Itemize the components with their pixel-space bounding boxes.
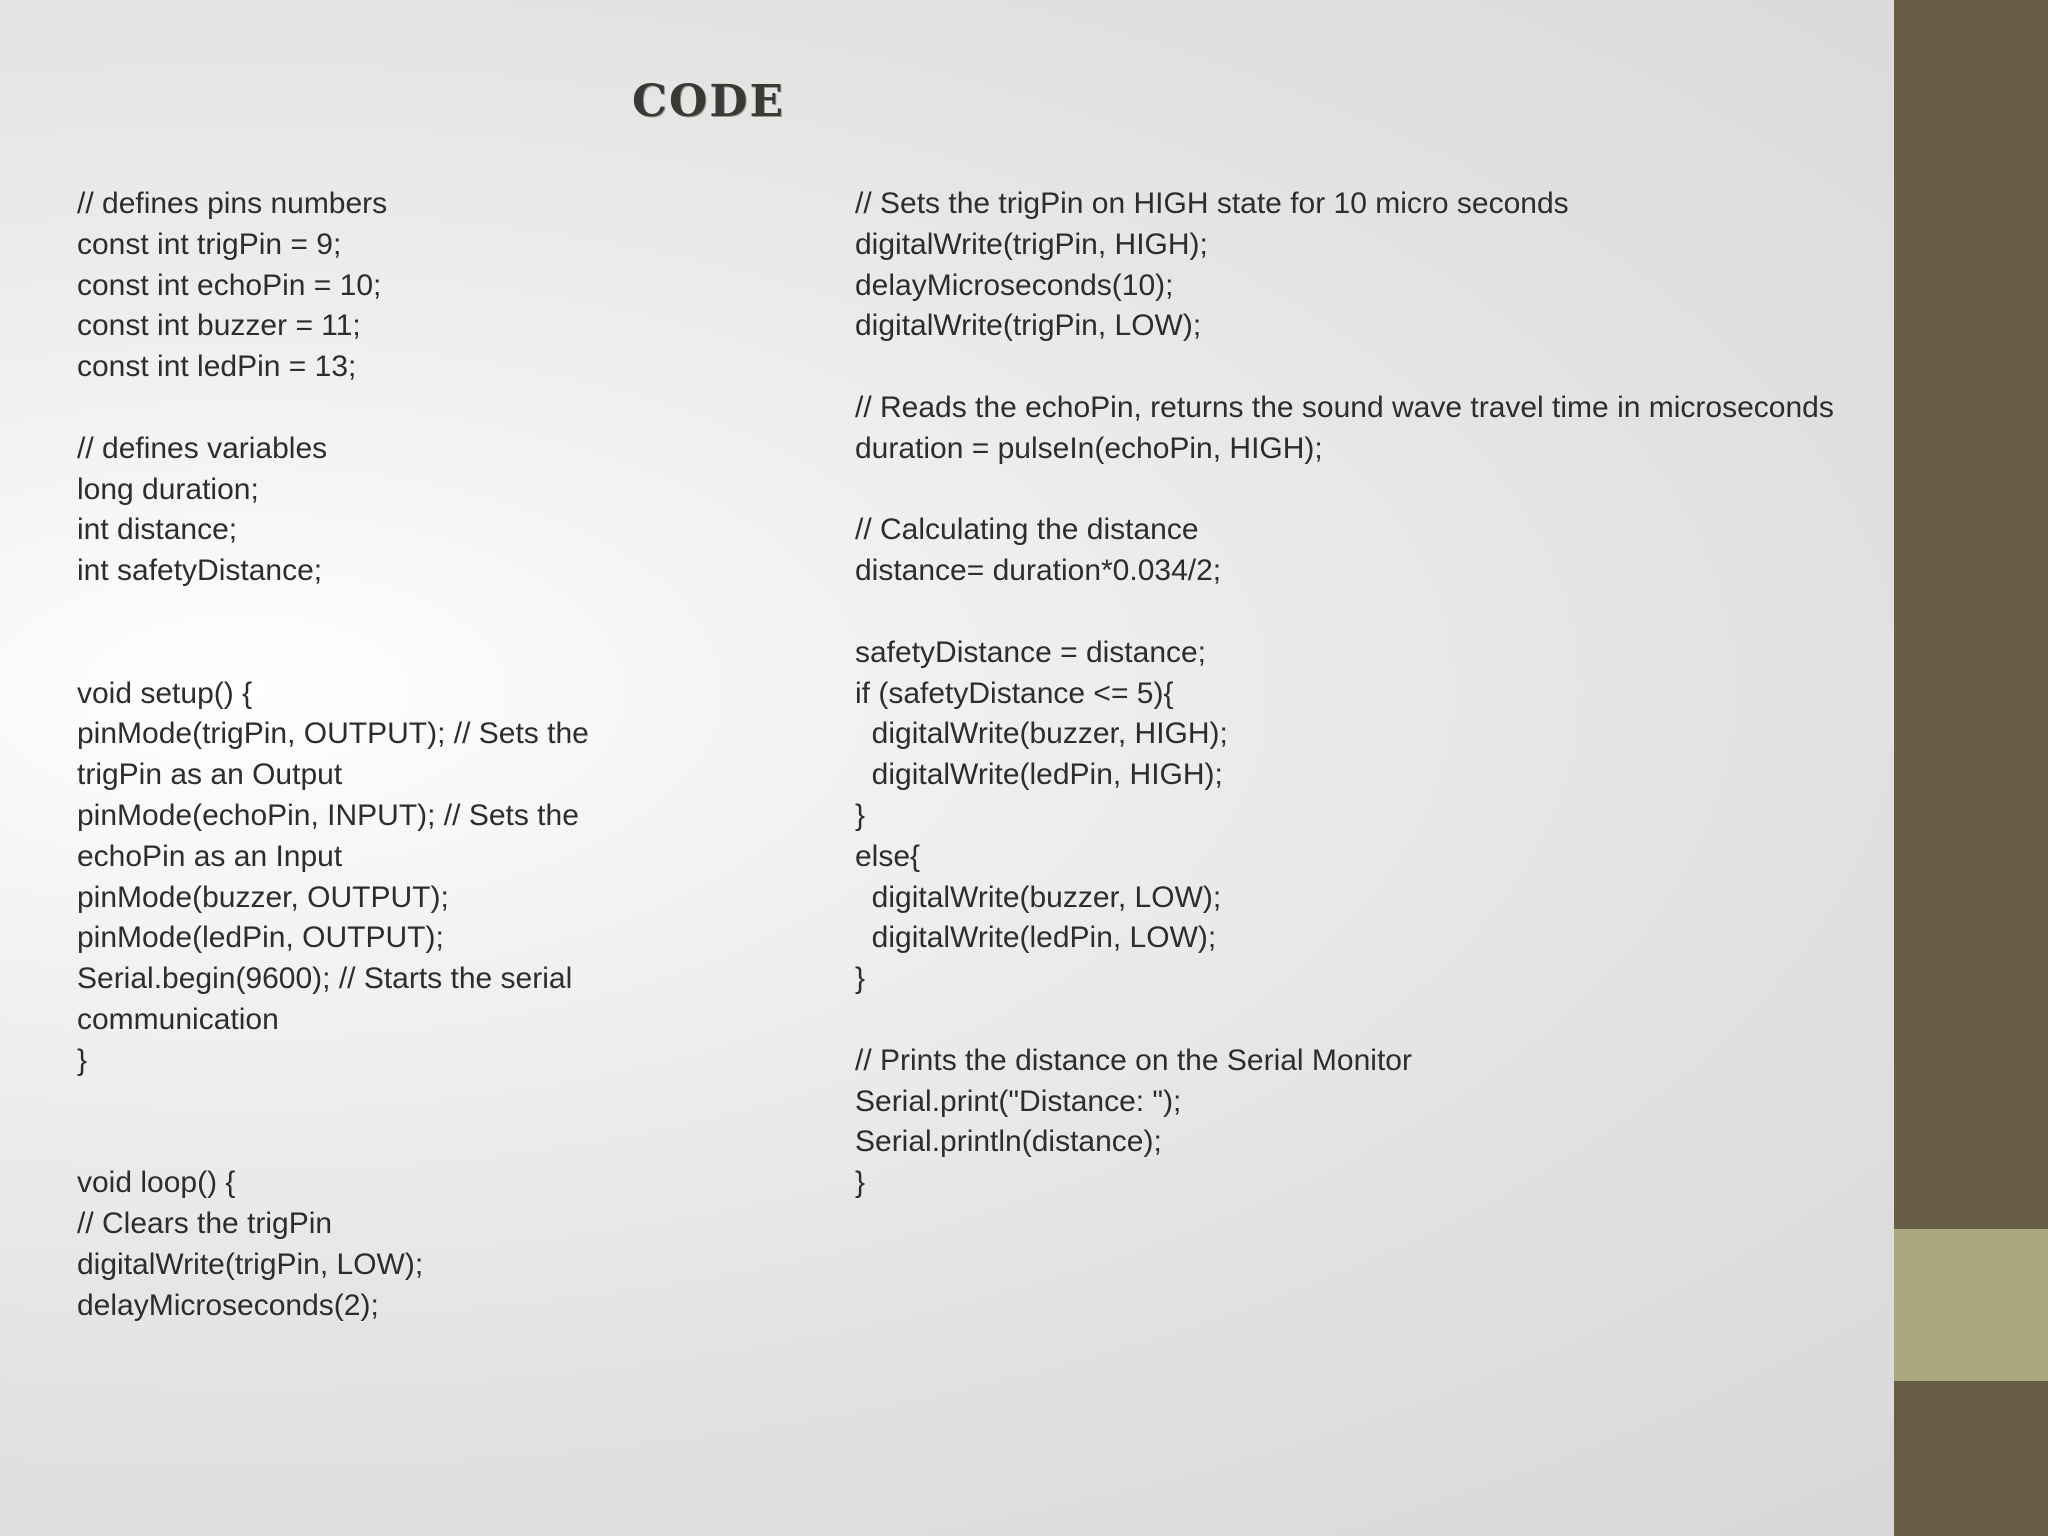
code-line: digitalWrite(ledPin, HIGH); [855, 758, 1223, 792]
code-line: // Prints the distance on the Serial Monitor [855, 1043, 1412, 1077]
code-line [855, 592, 1895, 633]
code-line: const int buzzer = 11; [77, 309, 361, 343]
code-line: Serial.print("Distance: "); [855, 1084, 1182, 1118]
code-line: // Calculating the distance [855, 513, 1199, 547]
code-line: distance= duration*0.034/2; [855, 554, 1222, 588]
code-line [77, 1082, 637, 1123]
code-column-left [77, 184, 637, 1326]
code-line: } [855, 1166, 866, 1200]
decorative-side-accent [1894, 1229, 2048, 1381]
code-line: // defines pins numbers [77, 187, 388, 220]
code-line: Serial.begin(9600); // Starts the serial [77, 962, 573, 996]
code-line: } [77, 1043, 88, 1077]
code-line: echoPin as an Input [77, 839, 343, 873]
code-line: communication [77, 1002, 279, 1036]
code-line: const int trigPin = 9; [77, 227, 342, 261]
code-line: long duration; [77, 472, 259, 506]
code-line: } [855, 798, 866, 832]
code-line: else{ [855, 839, 921, 873]
code-line [855, 1000, 1895, 1041]
code-line [77, 1122, 637, 1163]
code-line: delayMicroseconds(2); [77, 1288, 379, 1322]
code-line [77, 633, 637, 674]
code-line [855, 470, 1895, 511]
code-line: pinMode(echoPin, INPUT); // Sets the [77, 798, 579, 832]
code-line [855, 347, 1895, 388]
code-line [77, 592, 637, 633]
code-line: int safetyDistance; [77, 554, 323, 588]
code-line: const int ledPin = 13; [77, 350, 357, 384]
code-line: duration = pulseIn(echoPin, HIGH); [855, 431, 1323, 465]
code-line: digitalWrite(ledPin, LOW); [855, 921, 1217, 955]
code-line: safetyDistance = distance; [855, 635, 1207, 669]
code-line: digitalWrite(trigPin, HIGH); [855, 227, 1208, 261]
code-line: digitalWrite(buzzer, HIGH); [855, 717, 1228, 751]
code-line: pinMode(trigPin, OUTPUT); // Sets the [77, 717, 589, 751]
code-line: digitalWrite(trigPin, LOW); [855, 309, 1202, 343]
code-line: // Sets the trigPin on HIGH state for 10 micro seconds [855, 187, 1569, 220]
code-line: } [855, 962, 866, 996]
code-line: // Reads the echoPin, returns the sound wave travel time in microseconds [855, 390, 1834, 424]
code-line: void setup() { [77, 676, 253, 710]
code-column-right [855, 184, 1895, 1204]
code-line: void loop() { [77, 1166, 236, 1200]
code-line: trigPin as an Output [77, 758, 343, 792]
slide-title: CODE [632, 76, 786, 127]
code-line: delayMicroseconds(10); [855, 268, 1174, 302]
code-line: Serial.println(distance); [855, 1125, 1162, 1159]
code-line: int distance; [77, 513, 238, 547]
code-line: const int echoPin = 10; [77, 268, 382, 302]
code-line: pinMode(buzzer, OUTPUT); [77, 880, 449, 914]
code-line: digitalWrite(buzzer, LOW); [855, 880, 1222, 914]
code-line: if (safetyDistance <= 5){ [855, 676, 1174, 710]
code-line: digitalWrite(trigPin, LOW); [77, 1247, 424, 1281]
code-line: // defines variables [77, 431, 328, 465]
code-line: pinMode(ledPin, OUTPUT); [77, 921, 444, 955]
code-line: // Clears the trigPin [77, 1206, 333, 1240]
code-line [77, 388, 637, 429]
